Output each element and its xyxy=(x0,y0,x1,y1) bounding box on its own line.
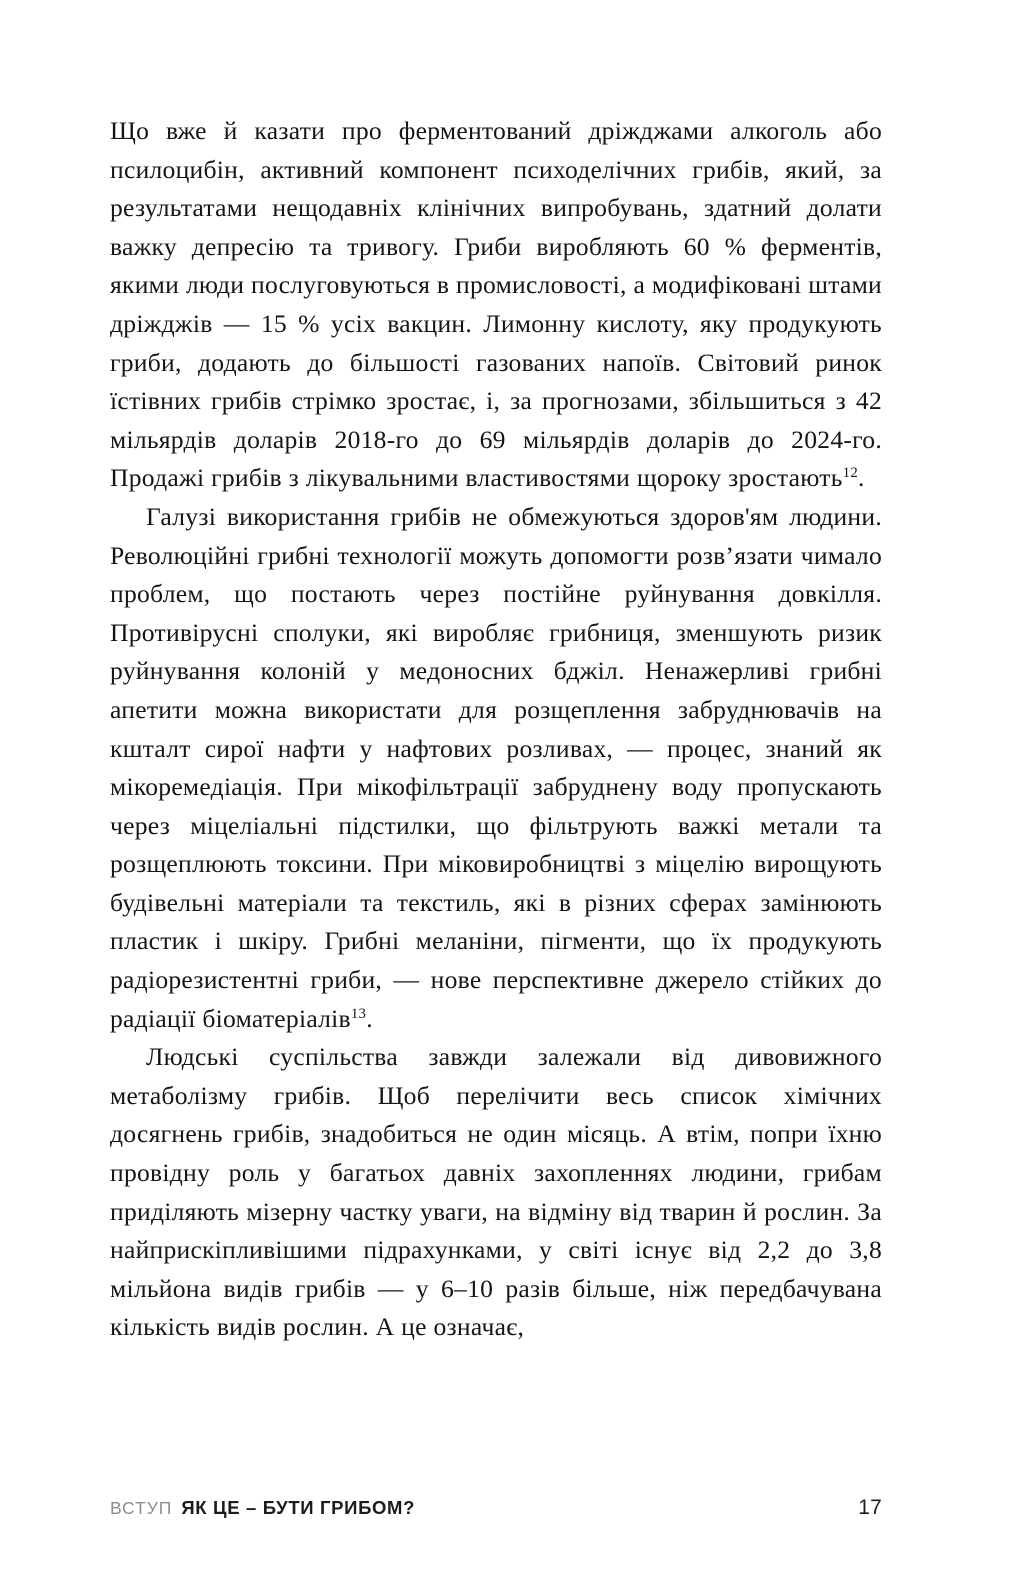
paragraph-text: Що вже й казати про ферментований дріжджами алкоголь або псилоцибін, активний компонент психоделічних грибів, який, за результатами нещодавніх клінічних випробувань, здатний долати важку депресію та тривогу. Гриби виробляють 60 % ферментів, якими люди послуговуються в промисловості, а модифіковані штами дріжджів — 15 % усіх вакцин. Лимонну кислоту, яку продукують гриби, додають до більшості газованих напоїв. Світовий ринок їстівних грибів стрімко зростає, і, за прогнозами, збільшиться з 42 мільярдів доларів 2018-го до 69 мільярдів доларів до 2024-го. Продажі грибів з лікувальними властивостями щороку зростають xyxy=(110,116,882,493)
footer-section-label: ВСТУП xyxy=(110,1498,173,1518)
running-footer xyxy=(110,1496,882,1524)
paragraph xyxy=(110,498,882,1038)
paragraph xyxy=(110,1038,882,1347)
paragraph xyxy=(110,112,882,498)
paragraph-text: Людські суспільства завжди залежали від дивовижного метаболізму грибів. Щоб перелічити весь список хімічних досягнень грибів, знадобиться не один місяць. А втім, попри їхню провідну роль у багатьох давніх захопленнях людини, грибам приділяють мізерну частку уваги, на відміну від тварин й рослин. За найприскіпливішими підрахунками, у світі існує від 2,2 до 3,8 мільйона видів грибів — у 6–10 разів більше, ніж передбачувана кількість видів рослин. А це означає, xyxy=(110,1042,882,1342)
paragraph-tail: . xyxy=(858,463,865,493)
footer-chapter-title: ЯК ЦЕ – БУТИ ГРИБОМ? xyxy=(181,1497,416,1518)
paragraph-text: Галузі використання грибів не обмежуються здоров'ям людини. Революційні грибні технології можуть допомогти розв’язати чимало проблем, що постають через постійне руйнування довкілля. Противірусні сполуки, які виробляє грибниця, зменшують ризик руйнування колоній у медоносних бджіл. Ненажерливі грибні апетити можна використати для розщеплення забруднювачів на кшталт сирої нафти у нафтових розливах, — процес, знаний як мікоремедіація. При мікофільтрації забруднену воду пропускають через міцеліальні підстилки, що фільтрують важкі метали та розщеплюють токсини. При міковиробництві з міцелію вирощують будівельні матеріали та текстиль, які в різних сферах замінюють пластик і шкіру. Грибні меланіни, пігменти, що їх продукують радіорезистентні гриби, — нове перспективне джерело стійких до радіації біоматеріалів xyxy=(110,501,882,1033)
paragraph-tail: . xyxy=(366,1003,373,1033)
footnote-marker[interactable]: 12 xyxy=(842,465,859,482)
page-number: 17 xyxy=(858,1496,882,1519)
footnote-marker[interactable]: 13 xyxy=(350,1005,367,1022)
body-text-column xyxy=(110,112,882,1347)
footer-left-group xyxy=(110,1497,415,1519)
